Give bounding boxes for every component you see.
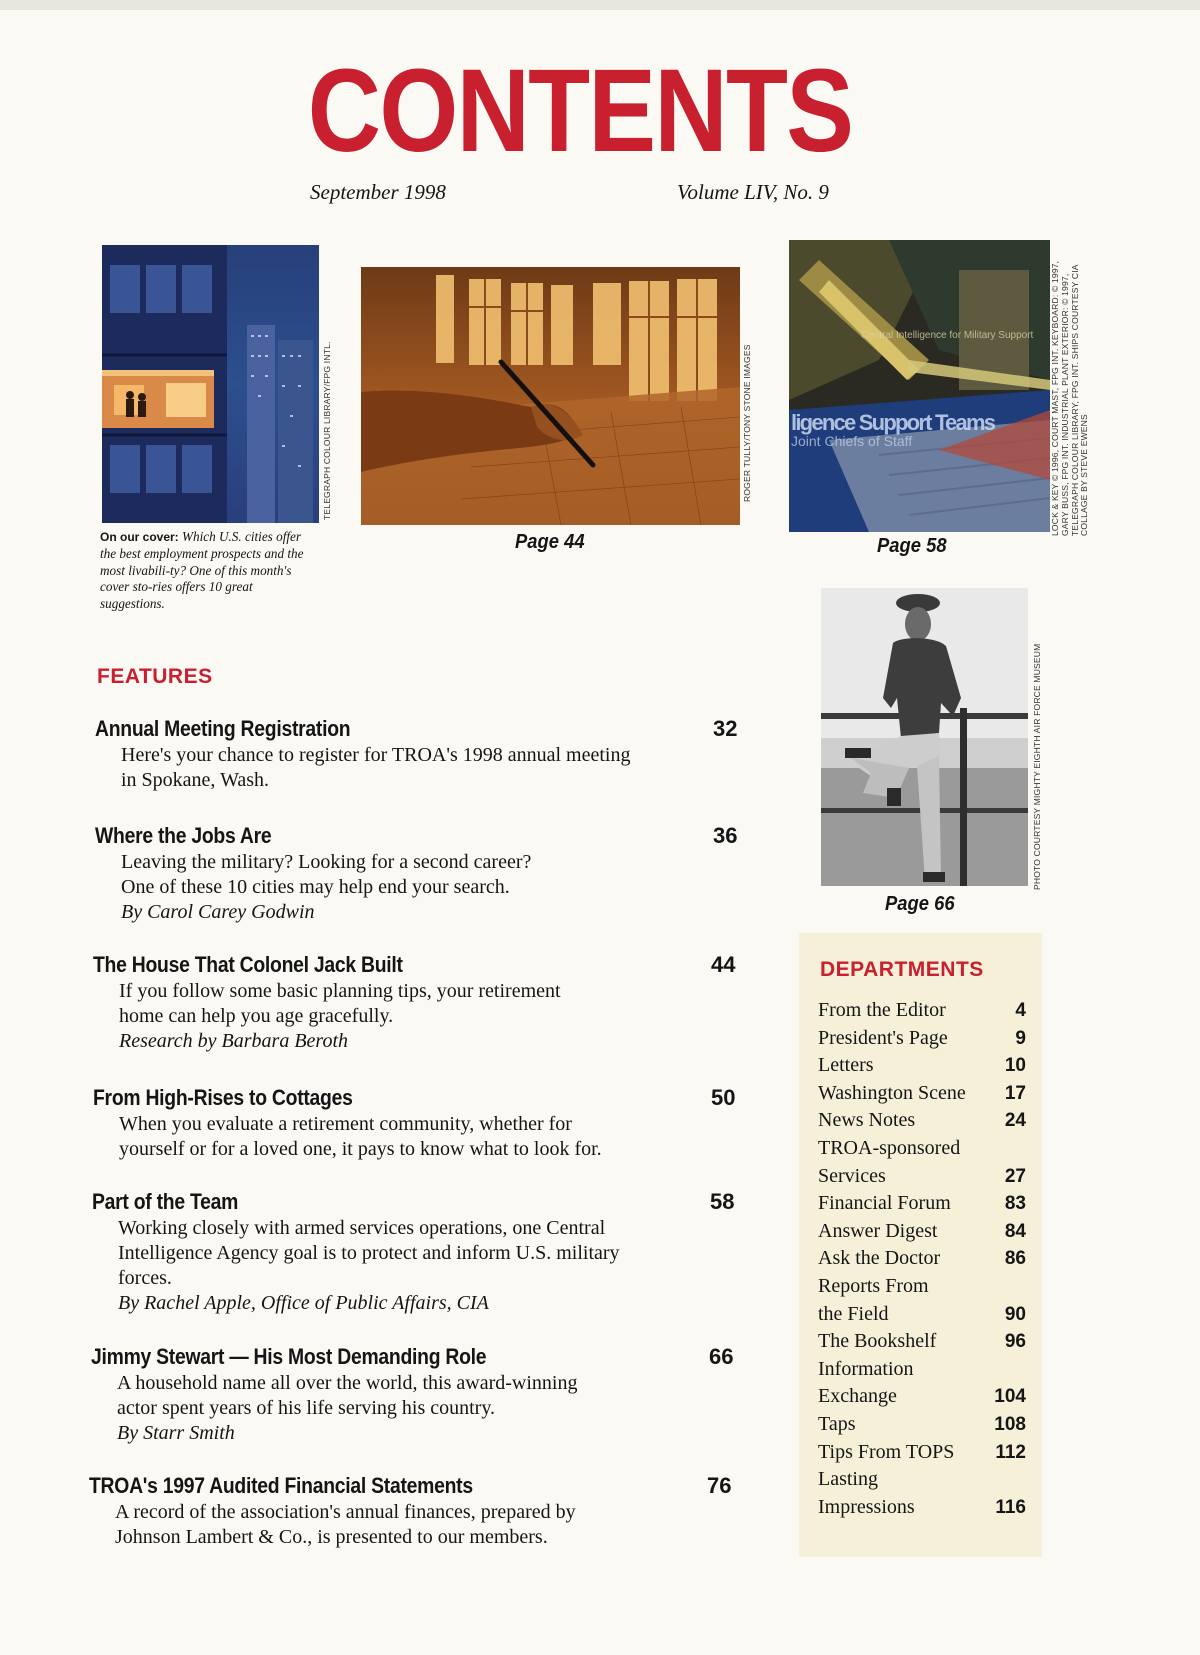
- department-item: [818, 1080, 1026, 1108]
- issue-volume: Volume LIV, No. 9: [677, 180, 829, 204]
- department-page: 96: [1004, 1331, 1026, 1353]
- department-name: The Bookshelf: [818, 1330, 937, 1353]
- page-58-label: Page 58: [877, 535, 947, 557]
- feature-page: 44: [711, 952, 736, 977]
- cover-caption-text: Which U.S. cities offer the best employment prospects and the most livabili-ty? One of this month's cover sto-ries offers 10 great suggestions.: [100, 529, 304, 612]
- department-page: 86: [1004, 1248, 1026, 1270]
- department-item: [818, 1052, 1026, 1080]
- feature-description: Here's your chance to register for TROA's 1998 annual meeting in Spokane, Wash.: [121, 744, 631, 791]
- cover-photo: [102, 245, 319, 523]
- cover-photo-credit: TELEGRAPH COLOUR LIBRARY/FPG INTL.: [322, 341, 332, 520]
- page-58-overlay-main: ligence Support Teams: [791, 410, 996, 435]
- department-name: From the Editor: [818, 999, 946, 1021]
- page-title: CONTENTS: [307, 45, 853, 177]
- department-name: Tips From TOPS: [818, 1440, 955, 1463]
- department-item: [818, 1466, 1026, 1521]
- page-44-photo: [361, 267, 740, 525]
- department-item: [818, 1411, 1026, 1439]
- feature-title: TROA's 1997 Audited Financial Statements: [89, 1473, 473, 1498]
- feature-byline: By Rachel Apple, Office of Public Affairs, CIA: [118, 1292, 489, 1314]
- page-58-photo: [789, 240, 1050, 532]
- departments-list: [818, 997, 1026, 1521]
- feature-item: [91, 1344, 734, 1446]
- page-58-credit-line: LOCK & KEY © 1996, COURT MAST, FPG INT. KEYBOARD: © 1997,: [1050, 260, 1060, 536]
- page-58-overlay-top: Central Intelligence for Military Support: [861, 330, 1034, 341]
- feature-page: 76: [707, 1473, 732, 1498]
- features-heading: FEATURES: [97, 665, 213, 688]
- department-page: 27: [1004, 1165, 1026, 1187]
- department-item: [818, 1135, 1026, 1190]
- department-page: 10: [1004, 1055, 1026, 1077]
- feature-byline: Research by Barbara Beroth: [119, 1030, 349, 1052]
- department-page: 104: [994, 1386, 1026, 1408]
- department-item: [818, 1107, 1026, 1135]
- feature-byline: By Starr Smith: [117, 1422, 235, 1444]
- department-name: President's Page: [818, 1026, 948, 1049]
- feature-page: 32: [713, 716, 738, 741]
- department-item: [818, 1190, 1026, 1218]
- department-item: [818, 1273, 1026, 1328]
- issue-date: September 1998: [310, 180, 446, 204]
- department-name: News Notes: [818, 1109, 916, 1132]
- department-item: [818, 1356, 1026, 1411]
- department-name: Taps: [818, 1412, 856, 1435]
- feature-title: Jimmy Stewart — His Most Demanding Role: [91, 1344, 487, 1369]
- feature-description: Working closely with armed services operations, one Central Intelligence Agency goal is to protect and inform U.S. military forces.: [118, 1217, 620, 1289]
- page-top-edge: [0, 0, 1200, 10]
- feature-title: The House That Colonel Jack Built: [93, 952, 403, 977]
- page-58-overlay-sub: Joint Chiefs of Staff: [791, 433, 913, 449]
- feature-item: [93, 1085, 736, 1162]
- page-58-credit-line: GARY BUSS, FPG INT. INDUSTRIAL PLANT EXTERIOR: © 1997,: [1059, 273, 1070, 536]
- department-name: Information Exchange: [818, 1357, 914, 1408]
- page-44-photo-credit: ROGER TULLY/TONY STONE IMAGES: [742, 344, 752, 502]
- department-name: Washington Scene: [818, 1081, 966, 1104]
- page-44-label: Page 44: [515, 531, 585, 553]
- cover-caption-lead: On our cover:: [100, 530, 179, 544]
- department-name: Lasting Impressions: [818, 1468, 915, 1518]
- feature-title: Part of the Team: [92, 1189, 239, 1214]
- feature-item: [95, 823, 738, 925]
- department-page: 83: [1004, 1193, 1026, 1215]
- feature-page: 50: [711, 1085, 736, 1110]
- feature-page: 66: [709, 1344, 734, 1369]
- department-name: Reports From the Field: [818, 1274, 929, 1325]
- department-item: [818, 1245, 1026, 1273]
- feature-description: When you evaluate a retirement community, whether for yourself or for a loved one, it pays to know what to look for.: [119, 1113, 602, 1160]
- department-name: Ask the Doctor: [818, 1247, 941, 1270]
- page-66-label: Page 66: [885, 893, 955, 915]
- department-item: [818, 997, 1026, 1025]
- feature-item: [89, 1473, 732, 1550]
- department-page: 116: [995, 1496, 1026, 1518]
- department-page: 90: [1004, 1303, 1026, 1325]
- feature-item: [95, 716, 738, 793]
- feature-title: Annual Meeting Registration: [95, 716, 351, 741]
- department-page: 24: [1004, 1110, 1026, 1132]
- feature-byline: By Carol Carey Godwin: [121, 901, 315, 923]
- department-page: 17: [1004, 1082, 1026, 1104]
- feature-page: 36: [713, 823, 738, 848]
- department-page: 4: [1015, 1000, 1026, 1021]
- feature-page: 58: [710, 1189, 735, 1214]
- page-58-photo-credit: [1051, 261, 1090, 536]
- page-66-photo: [821, 588, 1028, 886]
- department-item: [818, 1439, 1026, 1467]
- feature-description: A record of the association's annual finances, prepared by Johnson Lambert & Co., is presented to our members.: [115, 1501, 576, 1548]
- departments-heading: DEPARTMENTS: [820, 958, 984, 981]
- feature-item: [93, 952, 736, 1054]
- department-name: TROA-sponsored Services: [818, 1136, 961, 1187]
- department-name: Answer Digest: [818, 1219, 938, 1242]
- page-58-credit-line: TELEGRAPH COLOUR LIBRARY, FPG INT. SHIPS COURTESY CIA: [1069, 264, 1080, 536]
- department-item: [818, 1328, 1026, 1356]
- department-item: [818, 1025, 1026, 1053]
- cover-caption: [100, 529, 315, 613]
- page-58-credit-line: COLLAGE BY STEVE EWENS: [1079, 414, 1090, 536]
- department-page: 84: [1004, 1220, 1026, 1242]
- department-page: 9: [1015, 1027, 1026, 1049]
- department-name: Financial Forum: [818, 1192, 951, 1215]
- feature-description: A household name all over the world, this award-winning actor spent years of his life serving his country.: [117, 1372, 578, 1419]
- department-name: Letters: [818, 1054, 874, 1077]
- feature-title: Where the Jobs Are: [95, 823, 272, 848]
- department-item: [818, 1218, 1026, 1246]
- page-66-photo-credit: PHOTO COURTESY MIGHTY EIGHTH AIR FORCE MUSEUM: [1032, 643, 1042, 890]
- feature-description: Leaving the military? Looking for a second career? One of these 10 cities may help end your search.: [121, 851, 532, 898]
- department-page: 108: [994, 1413, 1026, 1435]
- feature-title: From High-Rises to Cottages: [93, 1085, 353, 1110]
- feature-item: [92, 1189, 735, 1316]
- feature-description: If you follow some basic planning tips, your retirement home can help you age gracefully.: [119, 980, 561, 1027]
- department-page: 112: [995, 1441, 1026, 1463]
